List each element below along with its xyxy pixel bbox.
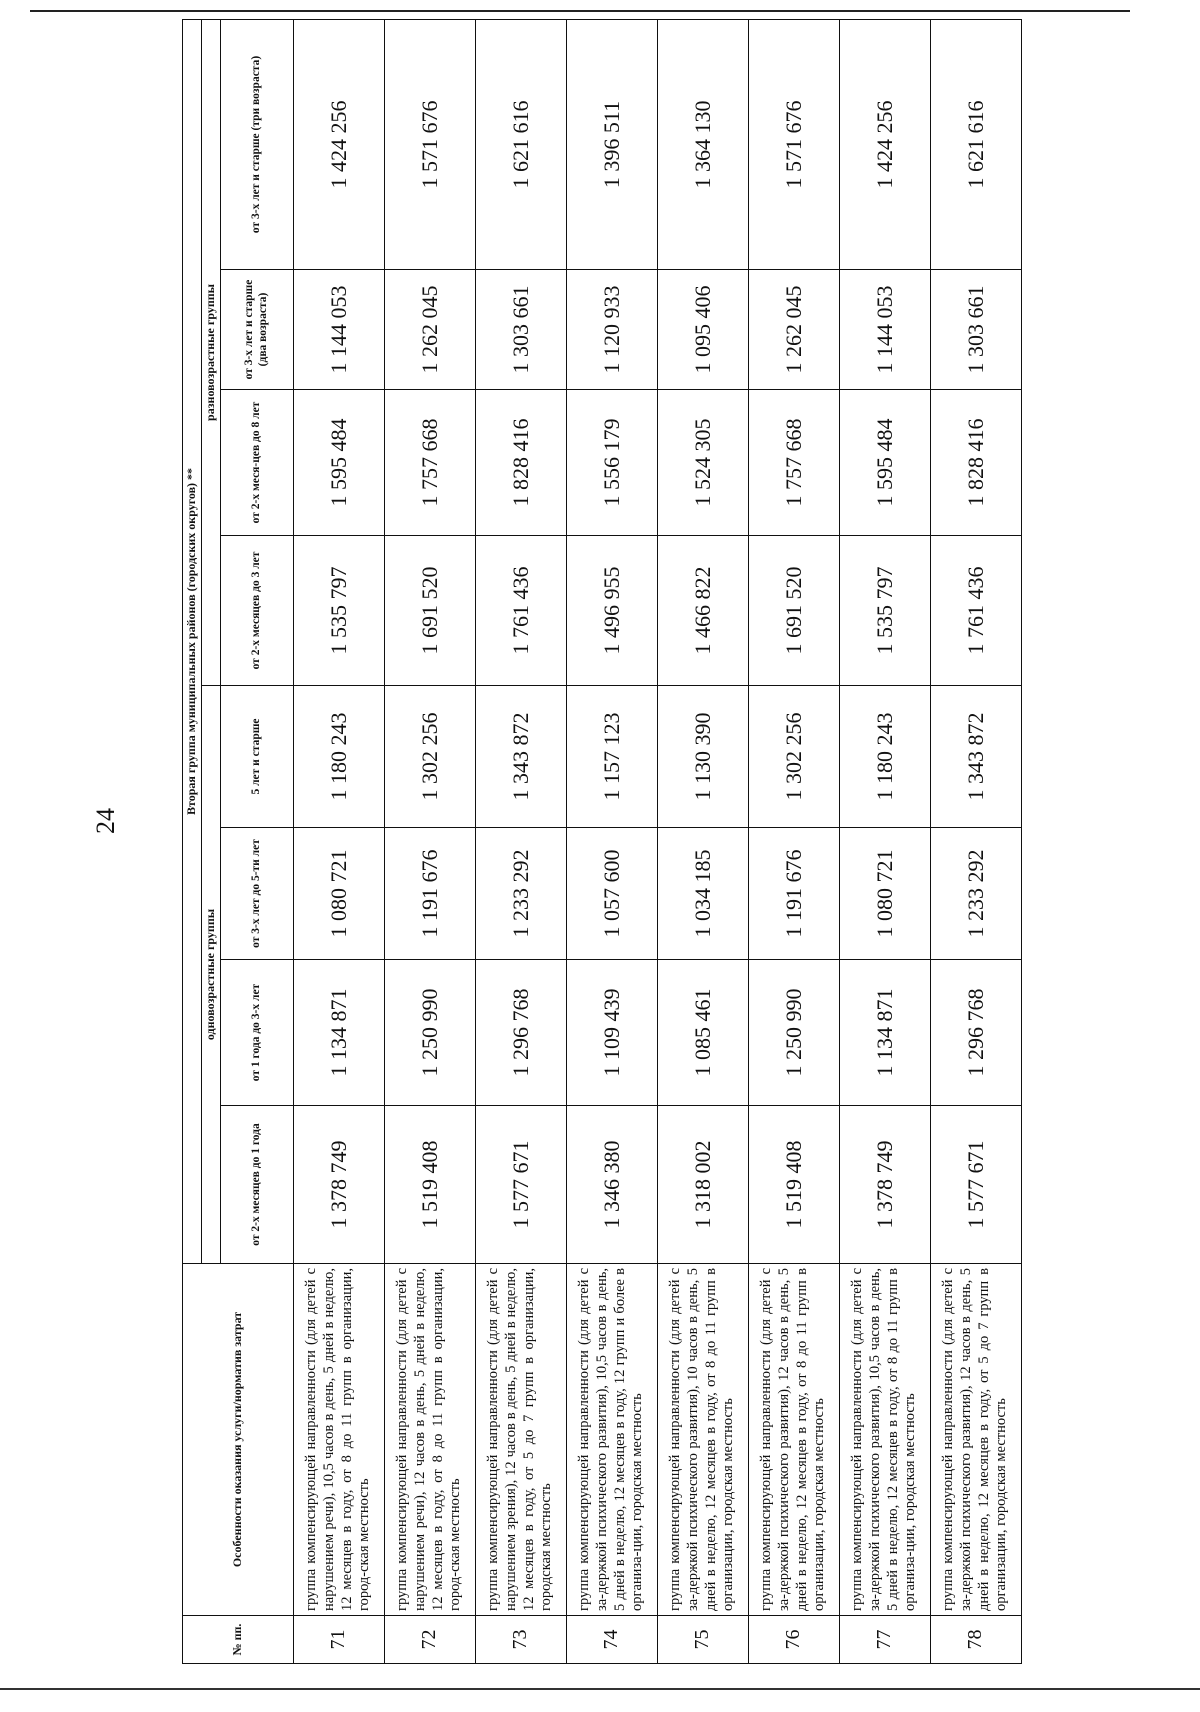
- cost-value: 1 378 749: [293, 1106, 384, 1264]
- row-description: группа компенсирующей направленности (для детей с нарушением речи), 12 часов в день, 5 дней в неделю, 12 месяцев в году, от 8 до 11 групп в организации, город-ская местность: [384, 1264, 475, 1616]
- table-row: [839, 19, 930, 1663]
- cost-value: 1 296 768: [475, 960, 566, 1106]
- cost-value: 1 621 616: [930, 19, 1021, 269]
- cost-value: 1 396 511: [566, 19, 657, 269]
- cost-value: 1 571 676: [384, 19, 475, 269]
- page-number: 24: [91, 808, 120, 834]
- cost-value: 1 303 661: [930, 270, 1021, 390]
- table-row: [748, 19, 839, 1663]
- cost-value: 1 757 668: [384, 390, 475, 536]
- cost-value: 1 233 292: [930, 828, 1021, 960]
- cost-value: 1 828 416: [475, 390, 566, 536]
- cost-value: 1 577 671: [475, 1106, 566, 1264]
- cost-value: 1 577 671: [930, 1106, 1021, 1264]
- table-row: [930, 19, 1021, 1663]
- table-row: [475, 19, 566, 1663]
- row-description: группа компенсирующей направленности (для детей с за-держкой психического развития), 10,5 часов в день, 5 дней в неделю, 12 месяцев в году, от 8 до 11 групп в организа-ции, городская местность: [839, 1264, 930, 1616]
- cost-value: 1 318 002: [657, 1106, 748, 1264]
- header-age-8: от 3-х лет и старше (три возраста): [220, 19, 293, 269]
- cost-value: 1 828 416: [930, 390, 1021, 536]
- cost-value: 1 057 600: [566, 828, 657, 960]
- cost-value: 1 233 292: [475, 828, 566, 960]
- cost-value: 1 180 243: [839, 686, 930, 828]
- cost-value: 1 134 871: [839, 960, 930, 1106]
- table-row: [566, 19, 657, 1663]
- header-age-5: от 2-х месяцев до 3 лет: [220, 536, 293, 686]
- row-description: группа компенсирующей направленности (для детей с нарушением зрения), 12 часов в день, 5 дней в неделю, 12 месяцев в году, от 5 до 7 групп в организации, городская местность: [475, 1264, 566, 1616]
- table-row: [657, 19, 748, 1663]
- header-age-4: 5 лет и старше: [220, 686, 293, 828]
- rotated-page-content: [182, 20, 1200, 1664]
- cost-value: 1 424 256: [839, 19, 930, 269]
- cost-value: 1 302 256: [748, 686, 839, 828]
- cost-value: 1 095 406: [657, 270, 748, 390]
- cost-value: 1 250 990: [384, 960, 475, 1106]
- cost-value: 1 262 045: [748, 270, 839, 390]
- cost-value: 1 180 243: [293, 686, 384, 828]
- row-number: 74: [566, 1616, 657, 1664]
- row-number: 71: [293, 1616, 384, 1664]
- header-age-2: от 1 года до 3-х лет: [220, 960, 293, 1106]
- cost-value: 1 080 721: [839, 828, 930, 960]
- cost-value: 1 343 872: [475, 686, 566, 828]
- header-description: Особенности оказания услуги/норматив затрат: [183, 1264, 294, 1616]
- cost-value: 1 134 871: [293, 960, 384, 1106]
- cost-value: 1 364 130: [657, 19, 748, 269]
- cost-value: 1 302 256: [384, 686, 475, 828]
- cost-value: 1 130 390: [657, 686, 748, 828]
- header-age-1: от 2-х месяцев до 1 года: [220, 1106, 293, 1264]
- cost-value: 1 157 123: [566, 686, 657, 828]
- row-description: группа компенсирующей направленности (для детей с за-держкой психического развития), 12 часов в день, 5 дней в неделю, 12 месяцев в году, от 8 до 11 групп в организации, городская местность: [748, 1264, 839, 1616]
- cost-value: 1 424 256: [293, 19, 384, 269]
- header-mixed-age-groups: разновозрастные группы: [201, 19, 220, 685]
- header-age-7: от 3-х лет и старше (два возраста): [220, 270, 293, 390]
- cost-value: 1 595 484: [293, 390, 384, 536]
- header-num: № пп.: [183, 1616, 294, 1664]
- cost-norms-table: [182, 19, 1022, 1664]
- cost-value: 1 303 661: [475, 270, 566, 390]
- cost-value: 1 466 822: [657, 536, 748, 686]
- cost-value: 1 691 520: [384, 536, 475, 686]
- cost-value: 1 346 380: [566, 1106, 657, 1264]
- cost-value: 1 556 179: [566, 390, 657, 536]
- cost-value: 1 595 484: [839, 390, 930, 536]
- row-description: группа компенсирующей направленности (для детей с за-держкой психического развития), 10,5 часов в день, 5 дней в неделю, 12 месяцев в году, 12 групп и более в организа-ции, городская местность: [566, 1264, 657, 1616]
- cost-value: 1 761 436: [930, 536, 1021, 686]
- header-group-title: Вторая группа муниципальных районов (городских округов) **: [183, 19, 202, 1263]
- cost-value: 1 519 408: [384, 1106, 475, 1264]
- cost-value: 1 120 933: [566, 270, 657, 390]
- cost-value: 1 535 797: [839, 536, 930, 686]
- bottom-scan-edge: [0, 1688, 1200, 1690]
- cost-value: 1 378 749: [839, 1106, 930, 1264]
- cost-value: 1 621 616: [475, 19, 566, 269]
- table-row: [384, 19, 475, 1663]
- cost-value: 1 144 053: [293, 270, 384, 390]
- cost-value: 1 524 305: [657, 390, 748, 536]
- cost-value: 1 080 721: [293, 828, 384, 960]
- header-same-age-groups: одновозрастные группы: [201, 686, 220, 1264]
- top-scan-edge: [30, 10, 1130, 12]
- cost-value: 1 691 520: [748, 536, 839, 686]
- cost-value: 1 262 045: [384, 270, 475, 390]
- cost-value: 1 296 768: [930, 960, 1021, 1106]
- cost-value: 1 191 676: [748, 828, 839, 960]
- row-description: группа компенсирующей направленности (для детей с за-держкой психического развития), 10 часов в день, 5 дней в неделю, 12 месяцев в году, от 8 до 11 групп в организации, городская местность: [657, 1264, 748, 1616]
- header-age-3: от 3-х лет до 5-ти лет: [220, 828, 293, 960]
- row-description: группа компенсирующей направленности (для детей с за-держкой психического развития), 12 часов в день, 5 дней в неделю, 12 месяцев в году, от 5 до 7 групп в организации, городская местность: [930, 1264, 1021, 1616]
- row-number: 72: [384, 1616, 475, 1664]
- row-number: 77: [839, 1616, 930, 1664]
- row-number: 75: [657, 1616, 748, 1664]
- cost-value: 1 109 439: [566, 960, 657, 1106]
- row-number: 78: [930, 1616, 1021, 1664]
- table-row: [293, 19, 384, 1663]
- cost-value: 1 761 436: [475, 536, 566, 686]
- header-age-6: от 2-х меся-цев до 8 лет: [220, 390, 293, 536]
- cost-value: 1 535 797: [293, 536, 384, 686]
- cost-value: 1 250 990: [748, 960, 839, 1106]
- cost-value: 1 496 955: [566, 536, 657, 686]
- cost-value: 1 085 461: [657, 960, 748, 1106]
- cost-value: 1 519 408: [748, 1106, 839, 1264]
- cost-value: 1 757 668: [748, 390, 839, 536]
- row-number: 73: [475, 1616, 566, 1664]
- cost-value: 1 144 053: [839, 270, 930, 390]
- row-description: группа компенсирующей направленности (для детей с нарушением речи), 10,5 часов в день, 5 дней в неделю, 12 месяцев в году, от 8 до 11 групп в организации, город-ская местность: [293, 1264, 384, 1616]
- row-number: 76: [748, 1616, 839, 1664]
- cost-value: 1 191 676: [384, 828, 475, 960]
- cost-value: 1 343 872: [930, 686, 1021, 828]
- cost-value: 1 034 185: [657, 828, 748, 960]
- cost-value: 1 571 676: [748, 19, 839, 269]
